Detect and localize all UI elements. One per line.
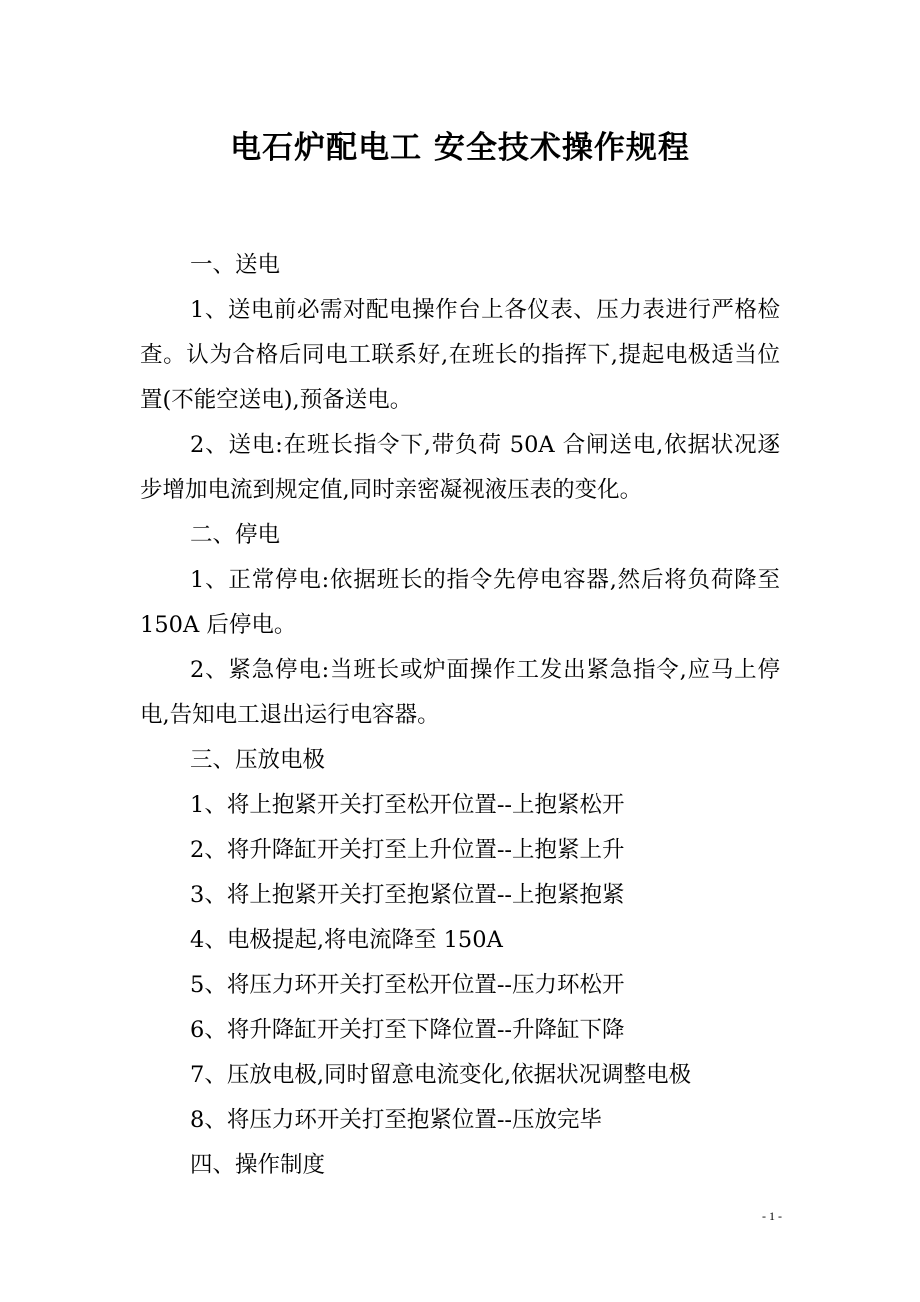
section-heading-power-on: 一、送电 bbox=[190, 252, 281, 278]
list-item-release-step-7: 7、压放电极,同时留意电流变化,依据状况调整电极 bbox=[190, 1062, 692, 1088]
list-item-release-step-4: 4、电极提起,将电流降至 150A bbox=[190, 927, 503, 953]
page-number: - 1 - bbox=[762, 1209, 782, 1223]
paragraph-emergency-power-off: 2、紧急停电:当班长或炉面操作工发出紧急指令,应马上停电,告知电工退出运行电容器。 bbox=[140, 657, 780, 728]
page-title: 电石炉配电工 安全技术操作规程 bbox=[230, 130, 690, 166]
section-heading-operating-rules: 四、操作制度 bbox=[190, 1152, 326, 1178]
list-item-release-step-6: 6、将升降缸开关打至下降位置--升降缸下降 bbox=[190, 1017, 625, 1043]
list-item-release-step-8: 8、将压力环开关打至抱紧位置--压放完毕 bbox=[190, 1107, 603, 1133]
list-item-release-step-1: 1、将上抱紧开关打至松开位置--上抱紧松开 bbox=[190, 792, 625, 818]
section-heading-electrode-release: 三、压放电极 bbox=[190, 747, 326, 773]
document-body bbox=[140, 243, 780, 1188]
list-item-release-step-3: 3、将上抱紧开关打至抱紧位置--上抱紧抱紧 bbox=[190, 882, 625, 908]
list-item-release-step-5: 5、将压力环开关打至松开位置--压力环松开 bbox=[190, 972, 625, 998]
section-heading-power-off: 二、停电 bbox=[190, 522, 281, 548]
paragraph-power-on-step-2: 2、送电:在班长指令下,带负荷 50A 合闸送电,依据状况逐步增加电流到规定值,同时亲密凝视液压表的变化。 bbox=[140, 432, 780, 503]
paragraph-power-on-step-1: 1、送电前必需对配电操作台上各仪表、压力表进行严格检查。认为合格后同电工联系好,在班长的指挥下,提起电极适当位置(不能空送电),预备送电。 bbox=[140, 297, 780, 413]
list-item-release-step-2: 2、将升降缸开关打至上升位置--上抱紧上升 bbox=[190, 837, 625, 863]
paragraph-normal-power-off: 1、正常停电:依据班长的指令先停电容器,然后将负荷降至 150A 后停电。 bbox=[140, 567, 780, 638]
